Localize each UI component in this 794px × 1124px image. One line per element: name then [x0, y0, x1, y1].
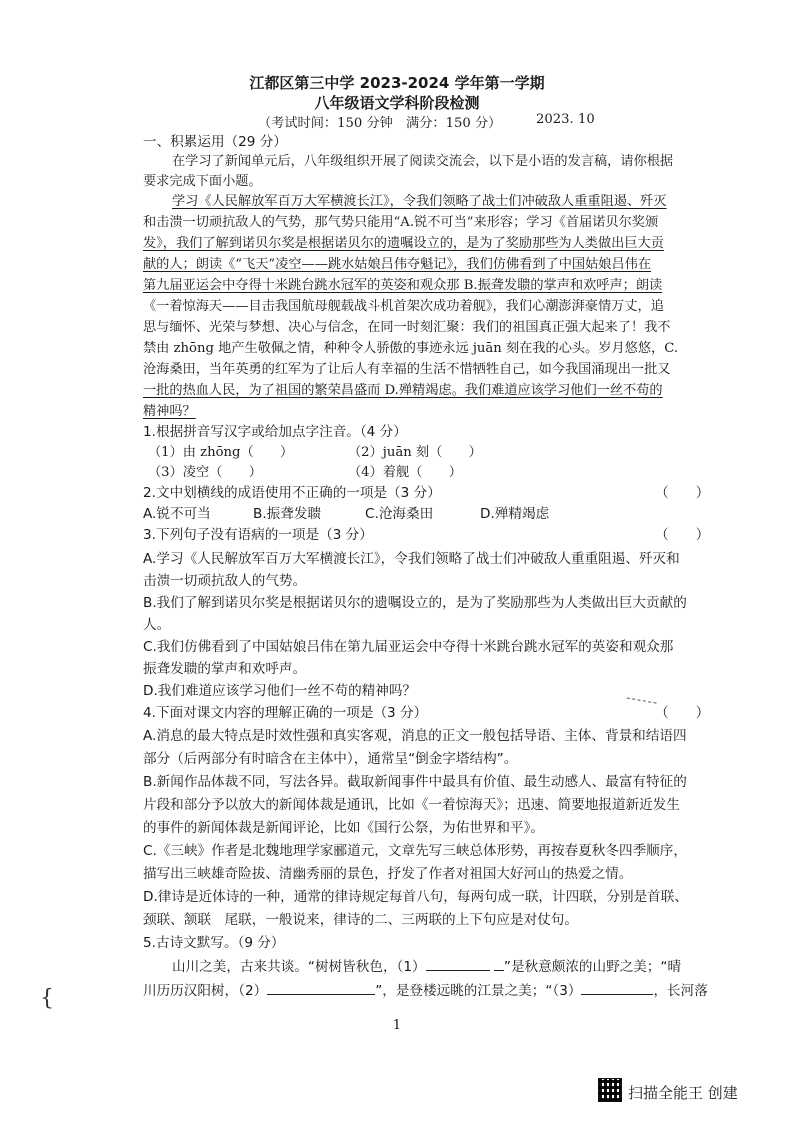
option-a-line: 部分（后两部分有时暗含在主体中），通常呈“倒金字塔结构”。 — [143, 751, 518, 767]
question-1-stem: 1.根据拼音写汉字或给加点字注音。（4 分） — [143, 424, 407, 440]
answer-blank[interactable] — [581, 980, 653, 995]
intro-line: 在学习了新闻单元后，八年级组织开展了阅读交流会，以下是小语的发言稿，请你根据 — [172, 154, 674, 169]
scanner-watermark: 扫描全能王 创建 — [628, 1084, 738, 1102]
passage-line: 禁由 zhōng 地产生敬佩之情，种种令人骄傲的事迹永远 juān 刻在我的心头。岁月悠悠，C. — [143, 341, 679, 356]
passage-line: 第九届亚运会中夺得十米跳台跳水冠军的英姿和观众那 B.振聋发聩的掌声和欢呼声；朗读 — [143, 278, 663, 293]
passage-line: 一批的热血人民，为了祖国的繁荣昌盛而 D.殚精竭虑。我们难道应该学习他们一丝不苟的 — [143, 383, 663, 398]
passage-line: 思与缅怀、光荣与梦想、决心与信念，在同一时刻汇聚：我们的祖国真正强大起来了！我不 — [143, 320, 671, 335]
question-1-item: （1）由 zhōng（ ） — [148, 445, 294, 460]
option-c-line: 振聋发聩的掌声和欢呼声。 — [143, 661, 307, 677]
option-c: C.沧海桑田 — [365, 506, 434, 522]
option-b-line: 片段和部分予以放大的新闻体裁是通讯，比如《一着惊海天》；迅速、简要地报道新近发生 — [143, 797, 680, 813]
option-a-line: A.消息的最大特点是时效性强和真实客观，消息的正文一般包括导语、主体、背景和结语四 — [143, 728, 687, 744]
poetry-text: 山川之美，古来共谈。“树树皆秋色，（1） — [172, 959, 426, 975]
passage-line: 学习《人民解放军百万大军横渡长江》，令我们领略了战士们冲破敌人重重阻遏、歼灭 — [172, 194, 667, 209]
option-c-line: C.我们仿佛看到了中国姑娘吕伟在第九届亚运会中夺得十米跳台跳水冠军的英姿和观众那 — [143, 639, 674, 655]
poetry-line — [172, 955, 681, 975]
poetry-text: ，长河落 — [653, 983, 708, 999]
question-5-stem: 5.古诗文默写。（9 分） — [143, 935, 285, 951]
answer-blank[interactable] — [267, 980, 375, 995]
option-b-line: 的事件的新闻体裁是新闻评论，比如《国行公祭，为佑世界和平》。 — [143, 820, 545, 836]
qr-code-icon — [598, 1078, 622, 1102]
passage-line: 精神吗？ — [143, 404, 196, 419]
exam-date: 2023. 10 — [536, 112, 595, 127]
poetry-line — [143, 979, 708, 999]
question-1-item: （3）凌空（ ） — [148, 465, 262, 480]
option-d-line: D.我们难道应该学习他们一丝不苟的精神吗？ — [143, 683, 417, 699]
pen-mark — [625, 697, 656, 711]
question-4-stem: 4.下面对课文内容的理解正确的一项是（3 分） — [143, 705, 428, 721]
question-1-item: （2）juān 刻（ ） — [348, 445, 482, 460]
option-a-line: 击溃一切顽抗敌人的气势。 — [143, 573, 307, 589]
answer-paren: （ ） — [655, 705, 710, 721]
exam-info: （考试时间：150 分钟 满分：150 分） — [258, 116, 502, 131]
section-heading: 一、积累运用（29 分） — [143, 134, 287, 150]
option-c-line: C.《三峡》作者是北魏地理学家郦道元，文章先写三峡总体形势，再按春夏秋冬四季顺序， — [143, 843, 687, 859]
option-b-line: B.我们了解到诺贝尔奖是根据诺贝尔的遗嘱设立的，是为了奖励那些为人类做出巨大贡献的 — [143, 595, 687, 611]
poetry-text: ”是秋意颇浓的山野之美；“晴 — [503, 959, 682, 975]
intro-line: 要求完成下面小题。 — [143, 174, 262, 189]
question-2-stem: 2.文中划横线的成语使用不正确的一项是（3 分） — [143, 485, 441, 501]
option-d-line: D.律诗是近体诗的一种，通常的律诗规定每首八句，每两句成一联，计四联，分别是首联、 — [143, 889, 688, 905]
passage-line: 《一着惊海天——目击我国航母舰载战斗机首架次成功着舰》，我们心潮澎湃豪情万丈，追 — [143, 299, 664, 314]
answer-paren: （ ） — [655, 485, 710, 501]
passage-line: 发》，我们了解到诺贝尔奖是根据诺贝尔的遗嘱设立的，是为了奖励那些为人类做出巨大贡 — [143, 236, 664, 251]
exam-title: 江都区第三中学 2023-2024 学年第一学期 — [249, 74, 545, 92]
passage-line: 献的人；朗读《“飞天”凌空——跳水姑娘吕伟夺魁记》，我们仿佛看到了中国姑娘吕伟在 — [143, 257, 652, 272]
exam-subtitle: 八年级语文学科阶段检测 — [314, 94, 480, 112]
answer-blank[interactable] — [426, 956, 490, 971]
answer-blank — [494, 956, 504, 971]
option-d: D.殚精竭虑 — [480, 506, 550, 522]
passage-line: 沧海桑田，当年英勇的红军为了让后人有幸福的生活不惜牺牲自己，如今我国涌现出一批又 — [143, 362, 671, 377]
question-3-stem: 3.下列句子没有语病的一项是（3 分） — [143, 527, 373, 543]
option-b-line: 人。 — [143, 617, 171, 633]
option-d-line: 颈联、颔联 尾联，一般说来，律诗的二、三两联的上下句应是对仗句。 — [143, 912, 578, 928]
question-1-item: （4）着舰（ ） — [348, 465, 462, 480]
answer-paren: （ ） — [655, 527, 710, 543]
option-c-line: 描写出三峡雄奇险拔、清幽秀丽的景色，抒发了作者对祖国大好河山的热爱之情。 — [143, 866, 633, 882]
option-b-line: B.新闻作品体裁不同，写法各异。截取新闻事件中最具有价值、最生动感人、最富有特征的 — [143, 774, 687, 790]
option-b: B.振聋发聩 — [253, 506, 322, 522]
page-number: 1 — [392, 1018, 402, 1033]
passage-line: 和击溃一切顽抗敌人的气势，那气势只能用“A.锐不可当”来形容；学习《首届诺贝尔奖颁 — [143, 215, 659, 230]
option-a-line: A.学习《人民解放军百万大军横渡长江》，令我们领略了战士们冲破敌人重重阻遏、歼灭和 — [143, 551, 680, 567]
poetry-text: ”，是登楼远眺的江景之美；“（3） — [375, 983, 582, 999]
binding-mark: { — [40, 986, 54, 1011]
option-a: A.锐不可当 — [143, 506, 211, 522]
poetry-text: 川历历汉阳树，（2） — [143, 983, 268, 999]
